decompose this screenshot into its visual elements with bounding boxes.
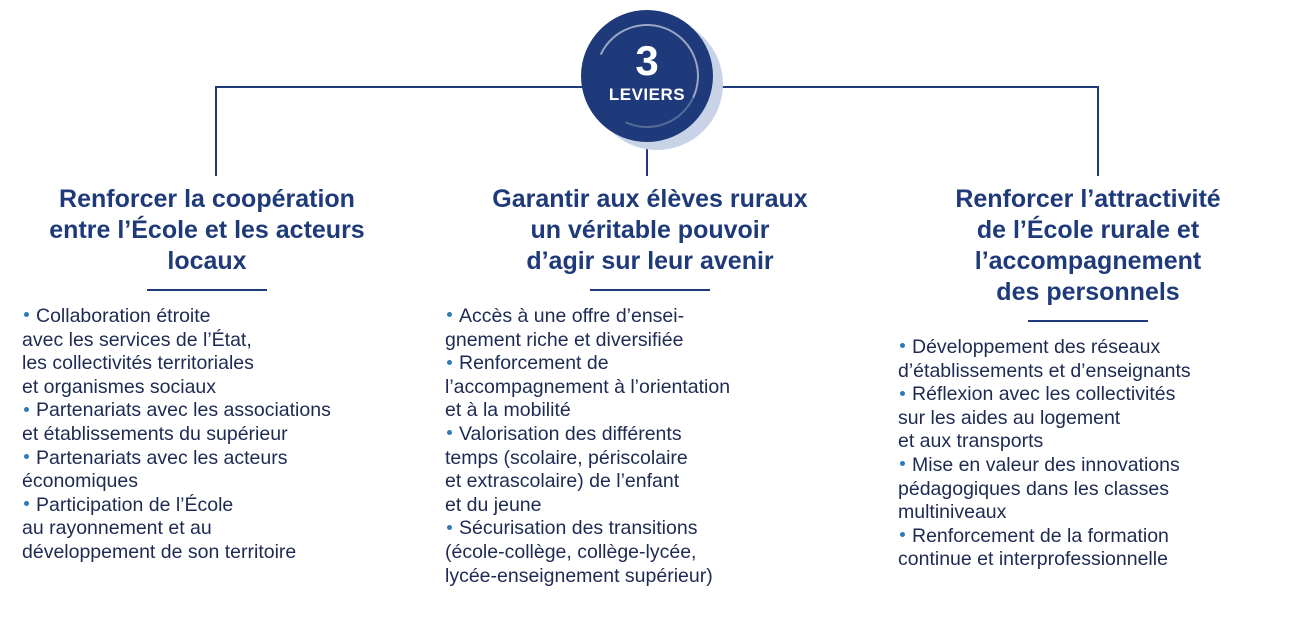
list-item: Participation de l’École au rayonnement et au développement de son territoire xyxy=(22,493,297,563)
lever-title xyxy=(445,184,855,277)
lever-title xyxy=(22,184,392,277)
lever-title-line: locaux xyxy=(167,247,247,275)
list-item: Réflexion avec les collectivités sur les aides au logement et aux transports xyxy=(898,383,1176,453)
title-divider xyxy=(1028,320,1148,322)
list-item: Renforcement de la formation continue et interprofessionnelle xyxy=(898,524,1169,571)
title-divider xyxy=(590,289,710,291)
lever-title-line: l’accompagnement xyxy=(974,247,1202,275)
bullet-dot-icon xyxy=(447,430,452,435)
lever-title-line: d’agir sur leur avenir xyxy=(526,247,774,275)
list-item: Accès à une offre d’ensei- gnement riche et diversifiée xyxy=(445,305,685,351)
list-item: Développement des réseaux d’établissements et d’enseignants xyxy=(898,336,1191,382)
lever-column-student-agency xyxy=(445,184,855,588)
lever-title-line: Renforcer la coopération xyxy=(59,185,355,213)
bullet-dot-icon xyxy=(447,312,452,317)
lever-bullet-list xyxy=(898,336,1278,572)
lever-bullet-list xyxy=(445,305,855,588)
list-item: Sécurisation des transitions (école-collège, collège-lycée, lycée-enseignement supérieur) xyxy=(445,517,713,587)
lever-title-line: entre l’École et les acteurs xyxy=(49,216,365,244)
list-item: Partenariats avec les associations et établissements du supérieur xyxy=(22,399,331,445)
list-item: Renforcement de l’accompagnement à l’orientation et à la mobilité xyxy=(445,352,731,422)
bullet-dot-icon xyxy=(24,501,29,506)
lever-title-line: un véritable pouvoir xyxy=(530,216,770,244)
lever-column-attractiveness xyxy=(898,184,1278,572)
bullet-dot-icon xyxy=(24,407,29,412)
list-item: Valorisation des différents temps (scolaire, périscolaire et extrascolaire) de l’enfant et du jeune xyxy=(445,422,688,516)
list-item: Mise en valeur des innovations pédagogiques dans les classes multiniveaux xyxy=(898,453,1180,524)
lever-title-line: de l’École rurale et xyxy=(976,216,1200,244)
levers-badge xyxy=(581,10,713,142)
lever-title-line: Renforcer l’attractivité xyxy=(955,185,1221,213)
bullet-dot-icon xyxy=(447,360,452,365)
bullet-dot-icon xyxy=(900,532,905,537)
bullet-dot-icon xyxy=(24,454,29,459)
lever-column-cooperation xyxy=(22,184,412,565)
bullet-dot-icon xyxy=(900,461,905,466)
list-item: Collaboration étroite avec les services de l’État, les collectivités territoriales et organismes sociaux xyxy=(22,305,254,398)
badge-label: LEVIERS xyxy=(608,85,686,104)
bullet-dot-icon xyxy=(900,391,905,396)
bullet-dot-icon xyxy=(447,525,452,530)
lever-title-line: des personnels xyxy=(996,278,1180,306)
bullet-dot-icon xyxy=(24,312,29,317)
lever-title xyxy=(898,184,1278,308)
lever-title-line: Garantir aux élèves ruraux xyxy=(492,185,808,213)
bullet-dot-icon xyxy=(900,343,905,348)
lever-bullet-list xyxy=(22,305,412,565)
title-divider xyxy=(147,289,267,291)
badge-number: 3 xyxy=(635,37,659,84)
list-item: Partenariats avec les acteurs économiques xyxy=(22,446,288,493)
